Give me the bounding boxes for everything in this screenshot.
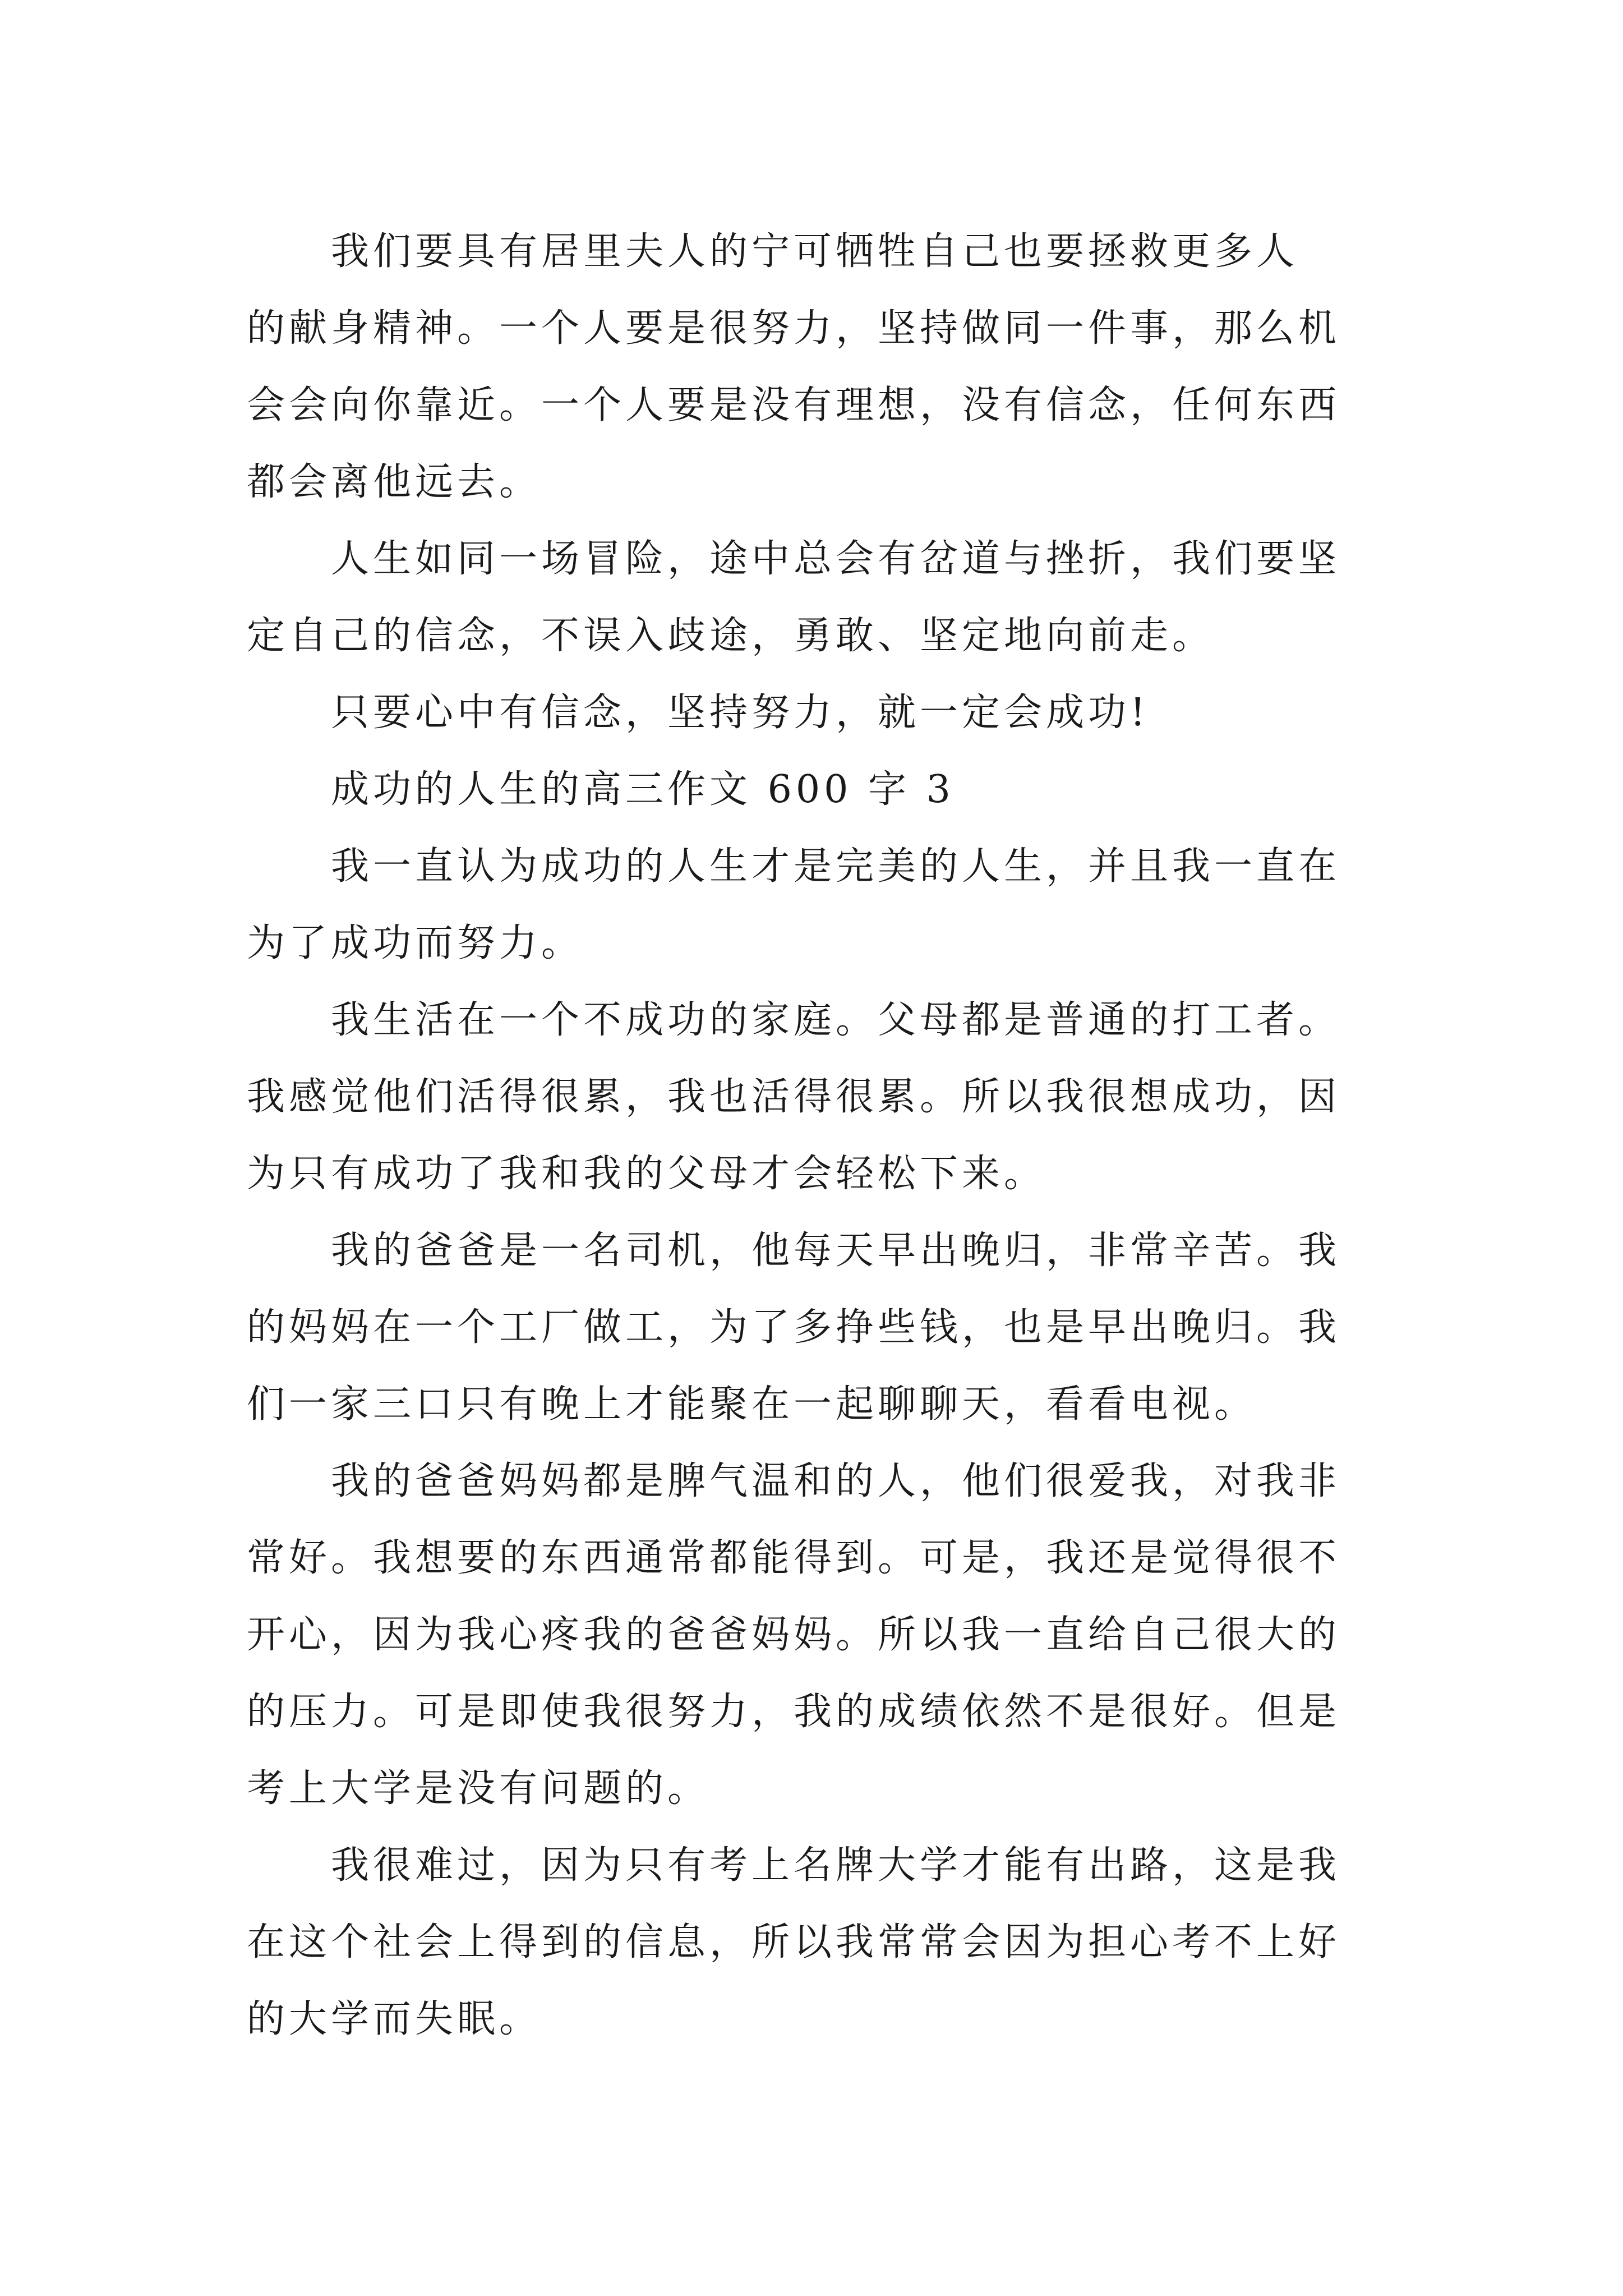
paragraph-6 [247,982,1391,1212]
text-line: 的压力。可是即使我很努力，我的成绩依然不是很好。但是 [247,1690,1341,1734]
text-line: 们一家三口只有晚上才能聚在一起聊聊天，看看电视。 [247,1382,1257,1427]
text-line: 我很难过，因为只有考上名牌大学才能有出路，这是我 [331,1843,1341,1888]
paragraph-9 [247,1827,1391,2058]
section-heading [247,751,1391,828]
paragraph-2 [247,521,1391,674]
paragraph-3 [247,674,1391,751]
text-line: 我感觉他们活得很累，我也活得很累。所以我很想成功，因 [247,1075,1341,1119]
text-line: 会会向你靠近。一个人要是没有理想，没有信念，任何东西 [247,383,1341,427]
text-line: 开心，因为我心疼我的爸爸妈妈。所以我一直给自己很大的 [247,1613,1341,1657]
text-line: 我的爸爸是一名司机，他每天早出晚归，非常辛苦。我 [331,1228,1341,1273]
text-line: 只要心中有信念，坚持努力，就一定会成功! [331,691,1150,735]
text-line: 在这个社会上得到的信息，所以我常常会因为担心考不上好 [247,1920,1341,1964]
text-line: 为只有成功了我和我的父母才会轻松下来。 [247,1152,1046,1196]
document-body [247,213,1391,2058]
paragraph-8 [247,1443,1391,1827]
text-line: 都会离他远去。 [247,460,542,504]
text-line: 人生如同一场冒险，途中总会有岔道与挫折，我们要坚 [331,537,1341,581]
text-line: 定自己的信念，不误入歧途，勇敢、坚定地向前走。 [247,614,1215,658]
text-line: 为了成功而努力。 [247,921,584,965]
paragraph-5 [247,828,1391,982]
text-line: 我生活在一个不成功的家庭。父母都是普通的打工者。 [331,998,1341,1042]
text-line: 我一直认为成功的人生才是完美的人生，并且我一直在 [331,844,1341,889]
paragraph-1 [247,213,1391,521]
text-line: 的大学而失眠。 [247,1997,542,2041]
text-line: 成功的人生的高三作文 600 字 3 [331,767,955,812]
text-line: 考上大学是没有问题的。 [247,1766,710,1811]
text-line: 的献身精神。一个人要是很努力，坚持做同一件事，那么机 [247,306,1341,351]
paragraph-7 [247,1212,1391,1443]
text-line: 我们要具有居里夫人的宁可牺牲自己也要拯救更多人 [331,229,1299,274]
text-line: 常好。我想要的东西通常都能得到。可是，我还是觉得很不 [247,1536,1341,1580]
text-line: 的妈妈在一个工厂做工，为了多挣些钱，也是早出晚归。我 [247,1305,1341,1350]
text-line: 我的爸爸妈妈都是脾气温和的人，他们很爱我，对我非 [331,1459,1341,1503]
